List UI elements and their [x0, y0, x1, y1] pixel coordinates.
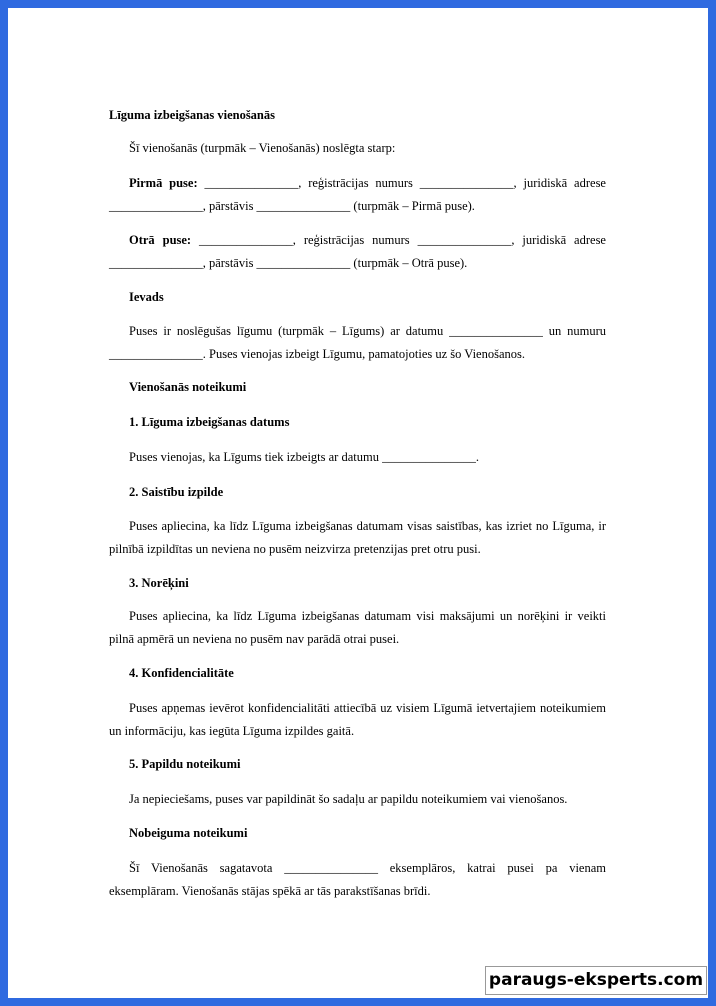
section2-paragraph: Puses apliecina, ka līdz Līguma izbeigšanas datumam visas saistības, kas izriet no Līguma, ir pilnībā izpildītas un neviena no pusēm neizvirza pretenzijas pret otru pusi.: [109, 519, 606, 556]
section3-paragraph: Puses apliecina, ka līdz Līguma izbeigšanas datumam visi maksājumi un norēķini ir veikti pilnā apmērā un neviena no pusēm nav parādā otrai pusei.: [109, 609, 606, 646]
final-paragraph: Šī Vienošanās sagatavota _______________ eksemplāros, katrai pusei pa vienam eksemplāram. Vienošanās stājas spēkā ar tās parakstīšanas brīdi.: [109, 861, 606, 898]
terms-heading: Vienošanās noteikumi: [129, 380, 247, 394]
party2-label: Otrā puse:: [129, 233, 192, 247]
watermark-site-label: paraugs-eksperts.com: [485, 966, 707, 995]
section3-heading: 3. Norēķini: [129, 576, 189, 590]
section4-paragraph: Puses apņemas ievērot konfidencialitāti attiecībā uz visiem Līgumā ietvertajiem noteikumiem un informāciju, kas iegūta Līguma izpildes gaitā.: [109, 701, 606, 738]
party1-text: _______________, reģistrācijas numurs _______________, juridiskā adrese _______________, pārstāvis _______________ (turpmāk – Pirmā puse).: [109, 176, 606, 213]
ievads-paragraph: Puses ir noslēgušas līgumu (turpmāk – Līgums) ar datumu _______________ un numuru _______________. Puses vienojas izbeigt Līgumu, pamatojoties uz šo Vienošanos.: [109, 324, 606, 361]
section1-paragraph: Puses vienojas, ka Līgums tiek izbeigts ar datumu _______________.: [129, 450, 479, 464]
section5-paragraph: Ja nepieciešams, puses var papildināt šo sadaļu ar papildu noteikumiem vai vienošanos.: [129, 792, 568, 806]
party1-label: Pirmā puse:: [129, 176, 198, 190]
intro-paragraph: Šī vienošanās (turpmāk – Vienošanās) noslēgta starp:: [129, 141, 396, 155]
party1-paragraph: [109, 172, 606, 217]
final-heading: Nobeiguma noteikumi: [129, 826, 248, 840]
party2-text: _______________, reģistrācijas numurs _______________, juridiskā adrese _______________, pārstāvis _______________ (turpmāk – Otrā puse).: [109, 233, 606, 270]
ievads-heading: Ievads: [129, 290, 164, 304]
party2-paragraph: [109, 229, 606, 274]
section4-heading: 4. Konfidencialitāte: [129, 666, 234, 680]
section5-heading: 5. Papildu noteikumi: [129, 757, 241, 771]
document-title: Līguma izbeigšanas vienošanās: [109, 108, 276, 122]
section1-heading: 1. Līguma izbeigšanas datums: [129, 415, 290, 429]
section2-heading: 2. Saistību izpilde: [129, 485, 224, 499]
